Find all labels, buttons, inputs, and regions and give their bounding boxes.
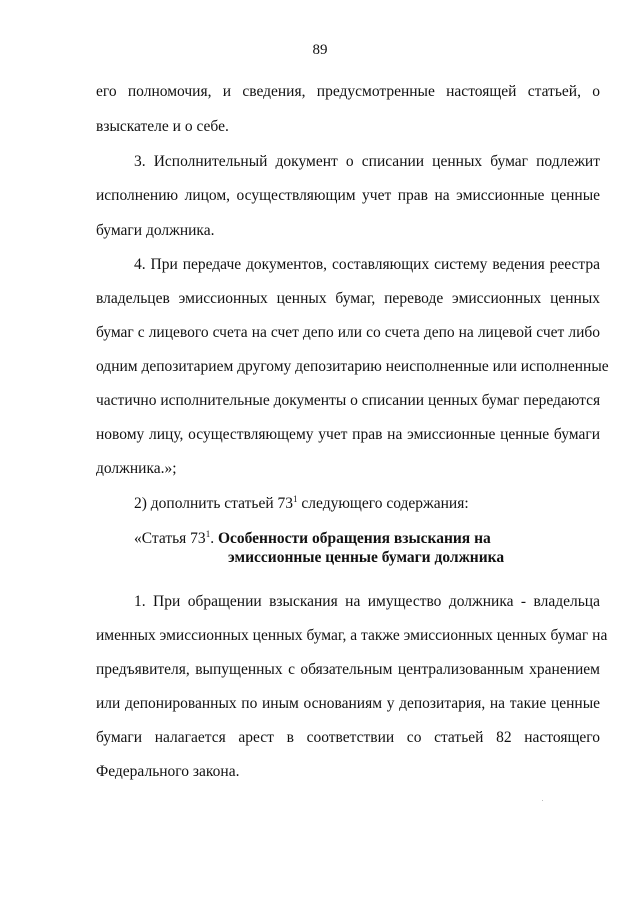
text-line: предъявителя, выпущенных с обязательным централизованным хранением (96, 661, 600, 678)
scan-speck (542, 800, 543, 801)
text-line: его полномочия, и сведения, предусмотренные настоящей статьей, о (96, 83, 600, 100)
text-line: бумаги должника. (96, 222, 215, 239)
text-line: Федерального закона. (96, 763, 240, 780)
article-title-line-2 (228, 548, 504, 568)
text-line: частично исполнительные документы о списании ценных бумаг передаются (96, 392, 601, 409)
item-2-text-end: следующего содержания: (297, 495, 469, 512)
paragraph-4-first-line: 4. При передаче документов, составляющих систему ведения реестра (134, 256, 600, 273)
superscript: 1 (205, 529, 211, 539)
page-number: 89 (312, 42, 328, 58)
text-line: бумаги налагается арест в соответствии со статьей 82 настоящего (96, 729, 600, 746)
text-line: взыскателе и о себе. (96, 118, 229, 135)
paragraph-1-first-line: 1. При обращении взыскания на имущество должника - владельца (134, 593, 600, 610)
article-title-line-1: Особенности обращения взыскания на (217, 530, 491, 547)
item-2-text: 2) дополнить статьей 73 (134, 495, 294, 512)
item-2-line (134, 494, 469, 514)
text-line: новому лицу, осуществляющему учет прав на эмиссионные ценные бумаги (96, 426, 600, 443)
text-line: исполнению лицом, осуществляющим учет прав на эмиссионные ценные (96, 187, 600, 204)
text-line: именных эмиссионных ценных бумаг, а также эмиссионных ценных бумаг на (96, 627, 608, 644)
article-dot: . (210, 530, 218, 547)
text-line: одним депозитарием другому депозитарию неисполненные или исполненные (96, 358, 609, 375)
text-line: владельцев эмиссионных ценных бумаг, переводе эмиссионных ценных (96, 290, 600, 307)
paragraph-3-first-line: 3. Исполнительный документ о списании ценных бумаг подлежит (134, 153, 600, 170)
text-line: должника.»; (96, 460, 177, 477)
article-title-text: эмиссионные ценные бумаги должника (228, 549, 505, 566)
text-line: бумаг с лицевого счета на счет депо или со счета депо на лицевой счет либо (96, 324, 600, 341)
text-line: или депонированных по иным основаниям у депозитария, на такие ценные (96, 695, 600, 712)
article-number: «Статья 73 (134, 530, 206, 547)
article-heading (134, 529, 491, 549)
superscript: 1 (293, 494, 298, 504)
